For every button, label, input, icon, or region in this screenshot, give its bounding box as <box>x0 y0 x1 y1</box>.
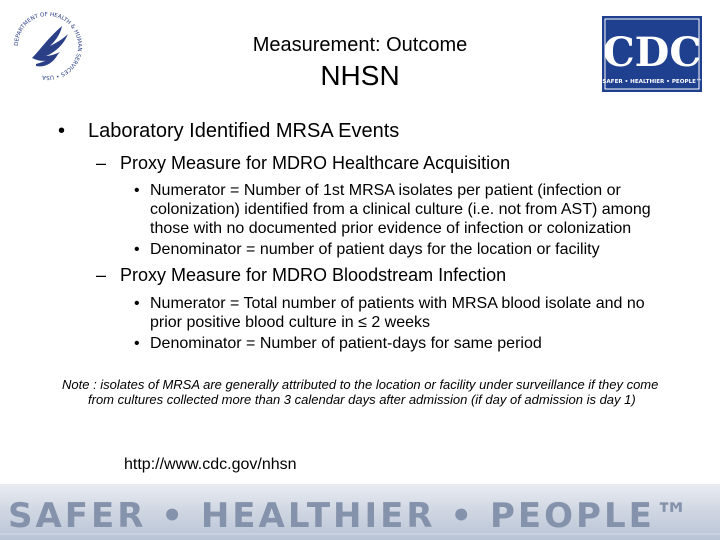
dash-marker: – <box>96 153 107 173</box>
bullet-marker: • <box>134 295 140 312</box>
denominator-item <box>58 240 668 259</box>
slide-content <box>58 118 668 353</box>
bullet-main-text: Laboratory Identified MRSA Events <box>88 120 400 142</box>
slide-title: NHSN <box>320 60 400 91</box>
denominator-text: Denominator = Number of patient-days for same period <box>150 335 542 352</box>
bullet-marker: • <box>134 182 140 199</box>
denominator-text: Denominator = number of patient days for the location or facility <box>150 241 600 258</box>
cdc-logo-tagline: SAFER • HEALTHIER • PEOPLE™ <box>602 79 702 85</box>
slide-subtitle: Measurement: Outcome <box>252 34 468 56</box>
denominator-item <box>58 334 668 353</box>
footnote: Note : isolates of MRSA are generally attributed to the location or facility under surveillance if they come from cultures collected more than 3 calendar days after admission (if day of admission is day 1) <box>62 377 659 407</box>
nhsn-link[interactable]: http://www.cdc.gov/nhsn <box>124 456 297 473</box>
bullet-marker: • <box>58 120 66 142</box>
bullet-marker: • <box>134 241 140 258</box>
numerator-text: Numerator = Total number of patients with MRSA blood isolate and no prior positive blood culture in ≤ 2 weeks <box>150 295 645 331</box>
sub-bullet-bloodstream-infection <box>58 264 668 286</box>
sub-bullet-label: Proxy Measure for MDRO Healthcare Acquisition <box>120 153 511 173</box>
bullet-marker: • <box>134 335 140 352</box>
sub-bullet-label: Proxy Measure for MDRO Bloodstream Infection <box>120 265 507 285</box>
bullet-main <box>58 118 668 144</box>
numerator-item <box>58 294 668 332</box>
numerator-text: Numerator = Number of 1st MRSA isolates per patient (infection or colonization) identified from a clinical culture (i.e. not from AST) among those with no documented prior evidence of infection or colonization <box>150 182 651 237</box>
footer-slogan: SAFER • HEALTHIER • PEOPLE™ <box>8 496 692 536</box>
sub-bullet-healthcare-acquisition <box>58 152 668 174</box>
numerator-item <box>58 181 668 238</box>
footer-banner <box>0 484 720 540</box>
dash-marker: – <box>96 265 107 285</box>
cdc-logo-letters: CDC <box>602 29 702 76</box>
hhs-seal-text: DEPARTMENT OF HEALTH & HUMAN SERVICES • USA <box>13 11 83 81</box>
